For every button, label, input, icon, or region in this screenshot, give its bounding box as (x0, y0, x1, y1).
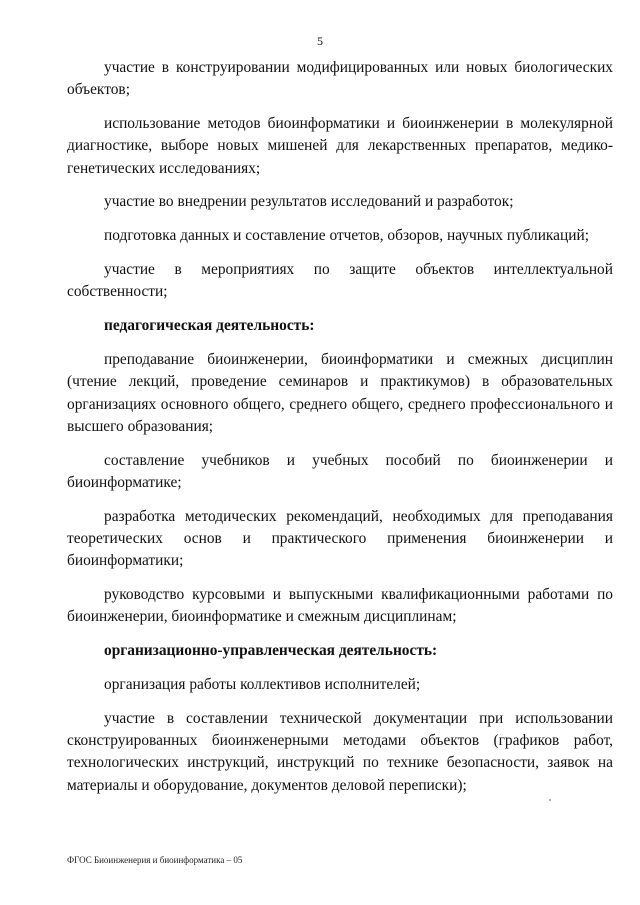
paragraph-9: разработка методических рекомендаций, необходимых для преподавания теоретических основ и практического применения биоинженерии и биоинформатики; (67, 507, 613, 570)
paragraph-4: подготовка данных и составление отчетов, обзоров, научных публикаций; (104, 227, 589, 245)
paragraph-12: организация работы коллективов исполнителей; (104, 676, 421, 694)
paragraph-3: участие во внедрении результатов исследований и разработок; (104, 193, 514, 211)
paragraph-1: участие в конструировании модифицированных или новых биологических объектов; (67, 59, 613, 99)
paragraph-2: использование методов биоинформатики и биоинженерии в молекулярной диагностике, выборе новых мишеней для лекарственных препаратов, медико-генетических исследованиях; (67, 115, 613, 177)
paragraph-13: участие в составлении технической документации при использовании сконструированных биоинженерными методами объектов (графиков работ, технологических инструкций, инструкций по технике безопасности, заявок на материалы и оборудование, документов деловой переписки); (67, 709, 613, 794)
paragraph-7: преподавание биоинженерии, биоинформатики и смежных дисциплин (чтение лекций, проведение семинаров и практикумов) в образовательных организациях основного общего, среднего общего, среднего профессионального и высшего образования; (67, 350, 613, 435)
document-footer: ФГОС Биоинженерия и биоинформатика – 05 (67, 855, 243, 865)
paragraph-8: составление учебников и учебных пособий по биоинженерии и биоинформатике; (67, 451, 613, 491)
paragraph-10: руководство курсовыми и выпускными квалификационными работами по биоинженерии, биоинформатике и смежным дисциплинам; (67, 586, 613, 626)
paragraph-5: участие в мероприятиях по защите объектов интеллектуальной собственности; (67, 261, 613, 301)
section-heading-pedagogical: педагогическая деятельность: (104, 317, 315, 335)
document-body (67, 57, 613, 809)
scan-speck (549, 799, 551, 801)
section-heading-management: организационно-управленческая деятельность: (104, 642, 438, 660)
page-number: 5 (317, 34, 323, 48)
